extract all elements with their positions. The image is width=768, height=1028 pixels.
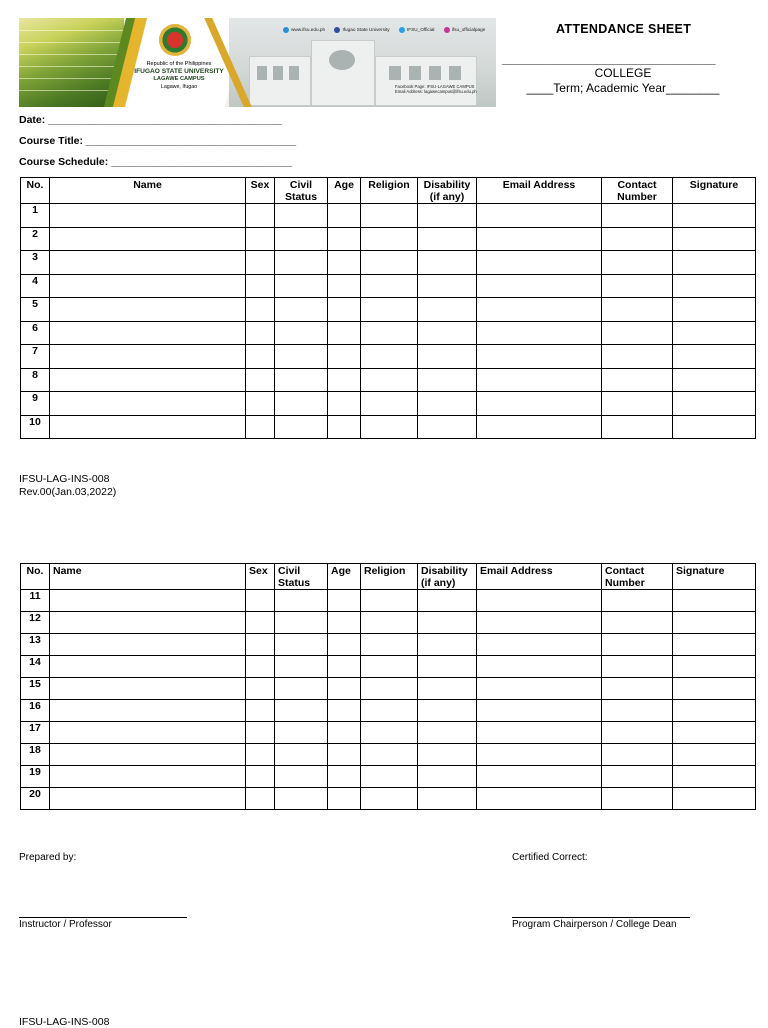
republic-text: Republic of the Philippines [146,61,212,67]
name-cell [50,345,246,369]
disability-cell [418,321,477,345]
civil-status-cell [275,368,328,392]
religion-cell [361,590,418,612]
sex-cell [246,274,275,298]
contact-cell [602,274,673,298]
prepared-by-label: Prepared by: [19,852,77,863]
table-row [21,321,756,345]
row-number: 13 [21,634,50,656]
disability-cell [418,700,477,722]
contact-cell [602,722,673,744]
facebook-text: Ifugao State University [342,27,390,33]
age-cell [328,415,361,439]
signature-cell [673,368,756,392]
email-cell [477,744,602,766]
age-cell [328,227,361,251]
sex-cell [246,227,275,251]
col-signature-header: Signature [673,178,756,204]
disability-cell [418,656,477,678]
civil-status-cell [275,722,328,744]
name-cell [50,590,246,612]
age-cell [328,766,361,788]
signature-cell [673,321,756,345]
age-cell [328,744,361,766]
table-row [21,678,756,700]
col-no-header: No. [21,178,50,204]
sex-cell [246,766,275,788]
religion-cell [361,415,418,439]
signature-cell [673,788,756,810]
signature-cell [673,345,756,369]
table-row [21,368,756,392]
disability-cell [418,590,477,612]
contact-cell [602,656,673,678]
signature-cell [673,415,756,439]
contact-cell [602,700,673,722]
signature-cell [673,274,756,298]
contact-cell [602,415,673,439]
sheet-title: ATTENDANCE SHEET [556,22,692,36]
footer-document-code: IFSU-LAG-INS-008 [19,1016,110,1028]
signature-cell [673,590,756,612]
social-links [283,27,493,33]
name-cell [50,227,246,251]
dean-signature-line [512,917,690,918]
document-revision: Rev.00(Jan.03,2022) [19,486,117,498]
col-age-header: Age [328,564,361,590]
sex-cell [246,744,275,766]
email-cell [477,345,602,369]
civil-status-cell [275,392,328,416]
sex-cell [246,368,275,392]
religion-cell [361,634,418,656]
sex-cell [246,251,275,275]
col-civil-status-header: Civil Status [275,564,328,590]
email-cell [477,321,602,345]
age-cell [328,788,361,810]
name-cell [50,656,246,678]
table-row [21,251,756,275]
row-number: 19 [21,766,50,788]
disability-cell [418,415,477,439]
age-cell [328,368,361,392]
row-number: 6 [21,321,50,345]
religion-cell [361,321,418,345]
instagram-text: ifsu_officialpage [451,27,486,33]
sex-cell [246,590,275,612]
col-civil-status-header: Civil Status [275,178,328,204]
row-number: 1 [21,204,50,228]
contact-cell [602,321,673,345]
facebook-page-text: Facebook Page: IFSU-LAGAWE CAMPUS [395,84,475,89]
email-address-text: Email Address: lagawecampus@ifsu.edu.ph [395,89,477,94]
age-cell [328,612,361,634]
col-disability-header: Disability (if any) [418,178,477,204]
sex-cell [246,298,275,322]
civil-status-cell [275,612,328,634]
row-number: 18 [21,744,50,766]
disability-cell [418,227,477,251]
sex-cell [246,678,275,700]
religion-cell [361,345,418,369]
col-religion-header: Religion [361,178,418,204]
name-cell [50,766,246,788]
signature-cell [673,392,756,416]
disability-cell [418,274,477,298]
row-number: 17 [21,722,50,744]
col-signature-header: Signature [673,564,756,590]
signature-cell [673,204,756,228]
age-cell [328,590,361,612]
campus-location: Lagawe, Ifugao [160,84,198,90]
religion-cell [361,766,418,788]
age-cell [328,274,361,298]
disability-cell [418,368,477,392]
name-cell [50,634,246,656]
religion-cell [361,722,418,744]
row-number: 8 [21,368,50,392]
email-cell [477,204,602,228]
religion-cell [361,298,418,322]
row-number: 4 [21,274,50,298]
contact-cell [602,392,673,416]
disability-cell [418,722,477,744]
disability-cell [418,298,477,322]
age-cell [328,392,361,416]
term-academic-year-line: ____Term; Academic Year________ [526,81,720,95]
row-number: 14 [21,656,50,678]
civil-status-cell [275,227,328,251]
age-cell [328,298,361,322]
email-cell [477,368,602,392]
religion-cell [361,368,418,392]
row-number: 15 [21,678,50,700]
email-cell [477,298,602,322]
civil-status-cell [275,678,328,700]
civil-status-cell [275,634,328,656]
civil-status-cell [275,788,328,810]
disability-cell [418,744,477,766]
signature-cell [673,700,756,722]
disability-cell [418,766,477,788]
signature-cell [673,766,756,788]
disability-cell [418,788,477,810]
attendance-table-1 [20,177,756,439]
religion-cell [361,788,418,810]
table-row [21,392,756,416]
table-row [21,227,756,251]
contact-cell [602,251,673,275]
sex-cell [246,788,275,810]
disability-cell [418,678,477,700]
name-cell [50,415,246,439]
row-number: 9 [21,392,50,416]
email-cell [477,788,602,810]
name-cell [50,722,246,744]
contact-cell [602,345,673,369]
email-cell [477,274,602,298]
col-sex-header: Sex [246,178,275,204]
course-schedule-field: Course Schedule: _______________________________ [19,156,293,168]
civil-status-cell [275,298,328,322]
civil-status-cell [275,590,328,612]
civil-status-cell [275,251,328,275]
sex-cell [246,345,275,369]
signature-cell [673,298,756,322]
name-cell [50,298,246,322]
email-cell [477,612,602,634]
sex-cell [246,656,275,678]
col-email-header: Email Address [477,564,602,590]
sex-cell [246,634,275,656]
religion-cell [361,700,418,722]
table-row [21,415,756,439]
religion-cell [361,612,418,634]
signature-cell [673,251,756,275]
age-cell [328,251,361,275]
email-cell [477,766,602,788]
religion-cell [361,744,418,766]
contact-cell [602,227,673,251]
table-row [21,700,756,722]
civil-status-cell [275,415,328,439]
row-number: 10 [21,415,50,439]
table-row [21,612,756,634]
email-cell [477,392,602,416]
email-cell [477,722,602,744]
contact-cell [602,744,673,766]
age-cell [328,700,361,722]
signature-cell [673,634,756,656]
signature-cell [673,678,756,700]
signature-cell [673,612,756,634]
disability-cell [418,345,477,369]
civil-status-cell [275,204,328,228]
email-cell [477,227,602,251]
sex-cell [246,415,275,439]
name-cell [50,744,246,766]
email-cell [477,415,602,439]
religion-cell [361,392,418,416]
disability-cell [418,251,477,275]
table-row [21,345,756,369]
name-cell [50,612,246,634]
table-header-row [21,178,756,204]
instructor-label: Instructor / Professor [19,919,112,930]
row-number: 2 [21,227,50,251]
campus-name: LAGAWE CAMPUS [153,76,205,82]
age-cell [328,722,361,744]
contact-cell [602,368,673,392]
name-cell [50,678,246,700]
row-number: 16 [21,700,50,722]
university-seal-logo [159,24,191,56]
document-code: IFSU-LAG-INS-008 [19,473,110,485]
university-header-banner [19,18,496,107]
disability-cell [418,612,477,634]
age-cell [328,345,361,369]
table-row [21,788,756,810]
table-row [21,744,756,766]
email-cell [477,590,602,612]
civil-status-cell [275,321,328,345]
age-cell [328,321,361,345]
name-cell [50,788,246,810]
sex-cell [246,612,275,634]
civil-status-cell [275,656,328,678]
contact-info [395,84,477,94]
col-disability-header: Disability (if any) [418,564,477,590]
contact-cell [602,204,673,228]
table-row [21,590,756,612]
sex-cell [246,392,275,416]
contact-cell [602,766,673,788]
contact-cell [602,634,673,656]
email-cell [477,656,602,678]
sex-cell [246,204,275,228]
religion-cell [361,204,418,228]
name-cell [50,204,246,228]
name-cell [50,700,246,722]
table-row [21,656,756,678]
disability-cell [418,634,477,656]
website-text: www.ifsu.edu.ph [291,27,326,33]
name-cell [50,251,246,275]
sex-cell [246,321,275,345]
chairperson-label: Program Chairperson / College Dean [512,919,677,930]
instructor-signature-line [19,917,187,918]
col-contact-header: Contact Number [602,564,673,590]
row-number: 11 [21,590,50,612]
civil-status-cell [275,766,328,788]
col-religion-header: Religion [361,564,418,590]
name-cell [50,274,246,298]
religion-cell [361,227,418,251]
certified-correct-label: Certified Correct: [512,852,588,863]
col-email-header: Email Address [477,178,602,204]
email-cell [477,700,602,722]
email-cell [477,678,602,700]
age-cell [328,204,361,228]
name-cell [50,321,246,345]
twitter-icon [399,27,405,33]
age-cell [328,678,361,700]
table-row [21,204,756,228]
table-row [21,634,756,656]
civil-status-cell [275,744,328,766]
table-row [21,722,756,744]
disability-cell [418,204,477,228]
facebook-icon [334,27,340,33]
table-row [21,766,756,788]
table-row [21,298,756,322]
contact-cell [602,788,673,810]
civil-status-cell [275,345,328,369]
col-name-header: Name [50,564,246,590]
contact-cell [602,678,673,700]
civil-status-cell [275,700,328,722]
university-name: IFUGAO STATE UNIVERSITY [134,68,224,75]
table-row [21,274,756,298]
globe-icon [283,27,289,33]
col-age-header: Age [328,178,361,204]
row-number: 12 [21,612,50,634]
email-cell [477,634,602,656]
name-cell [50,392,246,416]
college-label: COLLEGE [594,66,652,80]
signature-cell [673,744,756,766]
signature-cell [673,722,756,744]
age-cell [328,656,361,678]
row-number: 5 [21,298,50,322]
name-cell [50,368,246,392]
disability-cell [418,392,477,416]
college-blank-line: ________________________________ [502,52,716,66]
date-field: Date: ________________________________________ [19,114,282,126]
table-header-row [21,564,756,590]
religion-cell [361,656,418,678]
col-contact-header: Contact Number [602,178,673,204]
age-cell [328,634,361,656]
col-sex-header: Sex [246,564,275,590]
contact-cell [602,298,673,322]
religion-cell [361,274,418,298]
row-number: 20 [21,788,50,810]
col-no-header: No. [21,564,50,590]
civil-status-cell [275,274,328,298]
col-name-header: Name [50,178,246,204]
course-title-field: Course Title: ____________________________________ [19,135,297,147]
contact-cell [602,612,673,634]
signature-cell [673,656,756,678]
email-cell [477,251,602,275]
signature-cell [673,227,756,251]
attendance-table-2 [20,563,756,810]
religion-cell [361,251,418,275]
religion-cell [361,678,418,700]
twitter-text: IFSU_Official [406,27,435,33]
row-number: 7 [21,345,50,369]
sex-cell [246,722,275,744]
row-number: 3 [21,251,50,275]
sex-cell [246,700,275,722]
instagram-icon [444,27,450,33]
contact-cell [602,590,673,612]
